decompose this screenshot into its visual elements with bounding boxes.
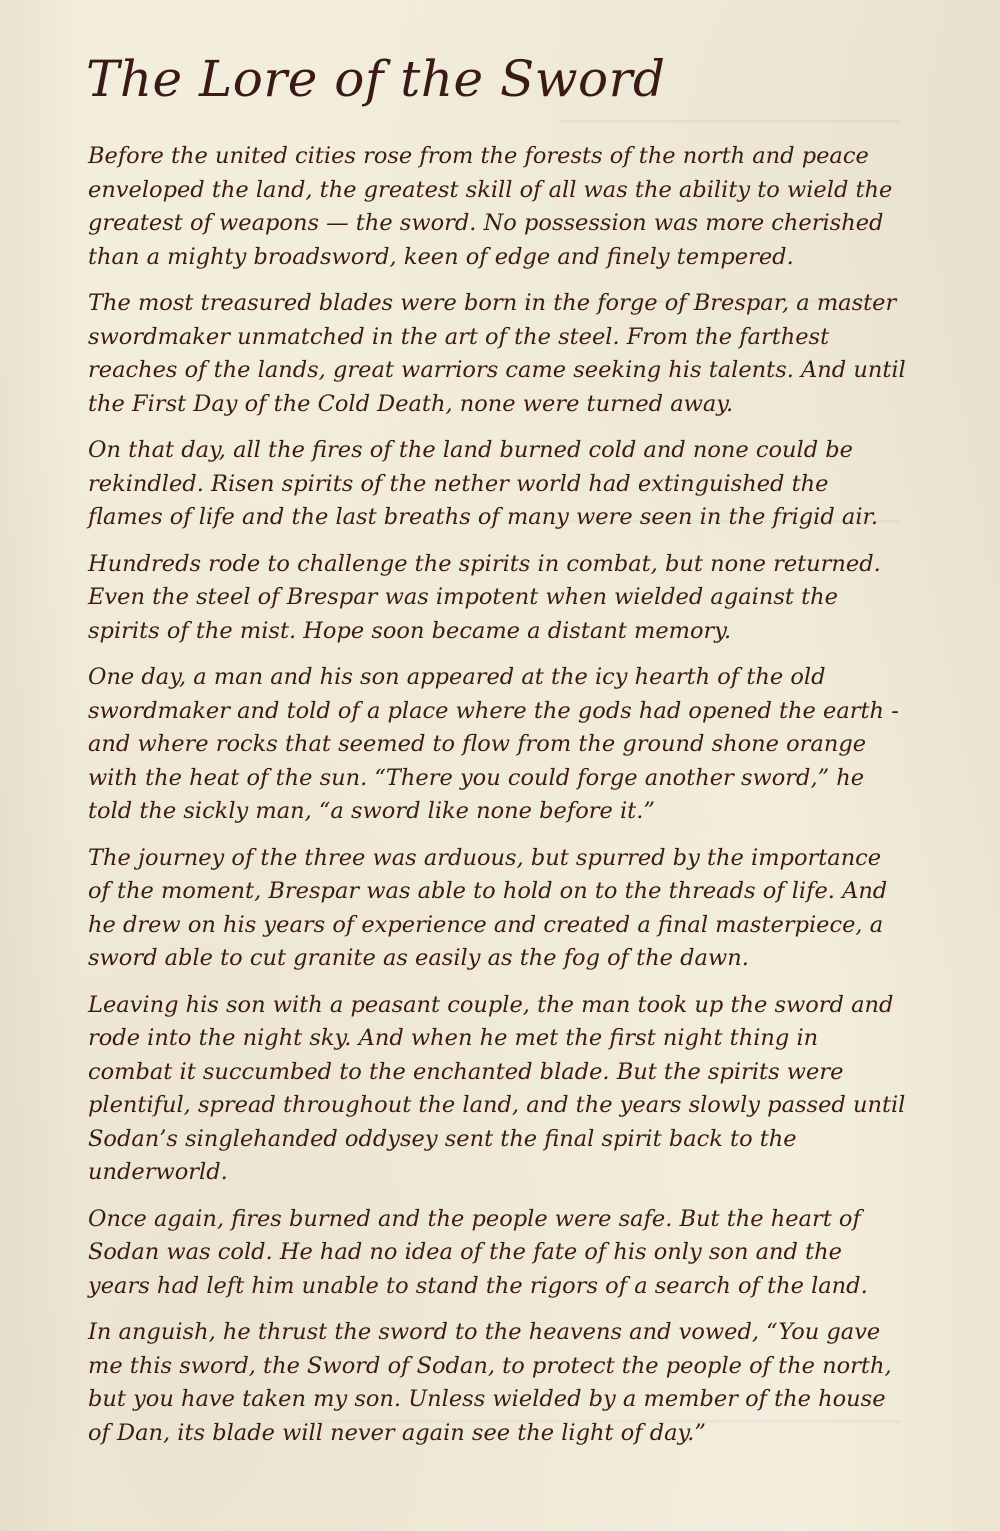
paragraph: On that day, all the fires of the land burned cold and none could be rekindled. Risen spirits of the nether world had extinguished the flames of life and the last breaths of many were seen in the frigid air. bbox=[88, 437, 878, 530]
paragraph: In anguish, he thrust the sword to the heavens and vowed, “You gave me this sword, the Sword of Sodan, to protect the people of the north, but you have taken my son. Unless wielded by a member of the house of Dan, its blade will never again see the light of day.” bbox=[88, 1319, 892, 1446]
paragraph: Hundreds rode to challenge the spirits in combat, but none returned. Even the steel of Brespar was impotent when wielded against the spirits of the mist. Hope soon became a distant memory. bbox=[88, 550, 881, 644]
page-title: The Lore of the Sword bbox=[86, 50, 666, 108]
paragraph: Before the united cities rose from the forests of the north and peace enveloped the land, the greatest skill of all was the ability to wield the greatest of weapons — the sword. No possession was more cherished than a mighty broadsword, keen of edge and finely tempered. bbox=[88, 143, 893, 270]
paragraph: Once again, fires burned and the people were safe. But the heart of Sodan was cold. He had no idea of the fate of his only son and the years had left him unable to stand the rigors of a search of the land. bbox=[88, 1205, 868, 1299]
paragraph: One day, a man and his son appeared at the icy hearth of the old swordmaker and told of a place where the gods had opened the earth - and where rocks that seemed to flow from the ground shone orange with the heat of the sun. “There you could forge another sword,” he told the sickly man, “a sword like none before it.” bbox=[88, 664, 899, 824]
paragraph: The most treasured blades were born in the forge of Brespar, a master swordmaker unmatched in the art of the steel. From the farthest reaches of the lands, great warriors came seeking his talents. And until the First Day of the Cold Death, none were turned away. bbox=[88, 290, 906, 417]
paragraph: Leaving his son with a peasant couple, the man took up the sword and rode into the night sky. And when he met the first night thing in combat it succumbed to the enchanted blade. But the spirits were plentiful, spread throughout the land, and the years slowly passed until Sodan’s singlehanded oddysey sent the final spirit back to the underworld. bbox=[88, 991, 906, 1185]
paragraph: The journey of the three was arduous, but spurred by the importance of the moment, Brespar was able to hold on to the threads of life. And he drew on his years of experience and created a final masterpiece, a sword able to cut granite as easily as the fog of the dawn. bbox=[88, 844, 888, 971]
bleed-through-text bbox=[967, 14, 982, 68]
story-body bbox=[88, 140, 908, 1463]
bleed-through-mark bbox=[560, 120, 900, 123]
